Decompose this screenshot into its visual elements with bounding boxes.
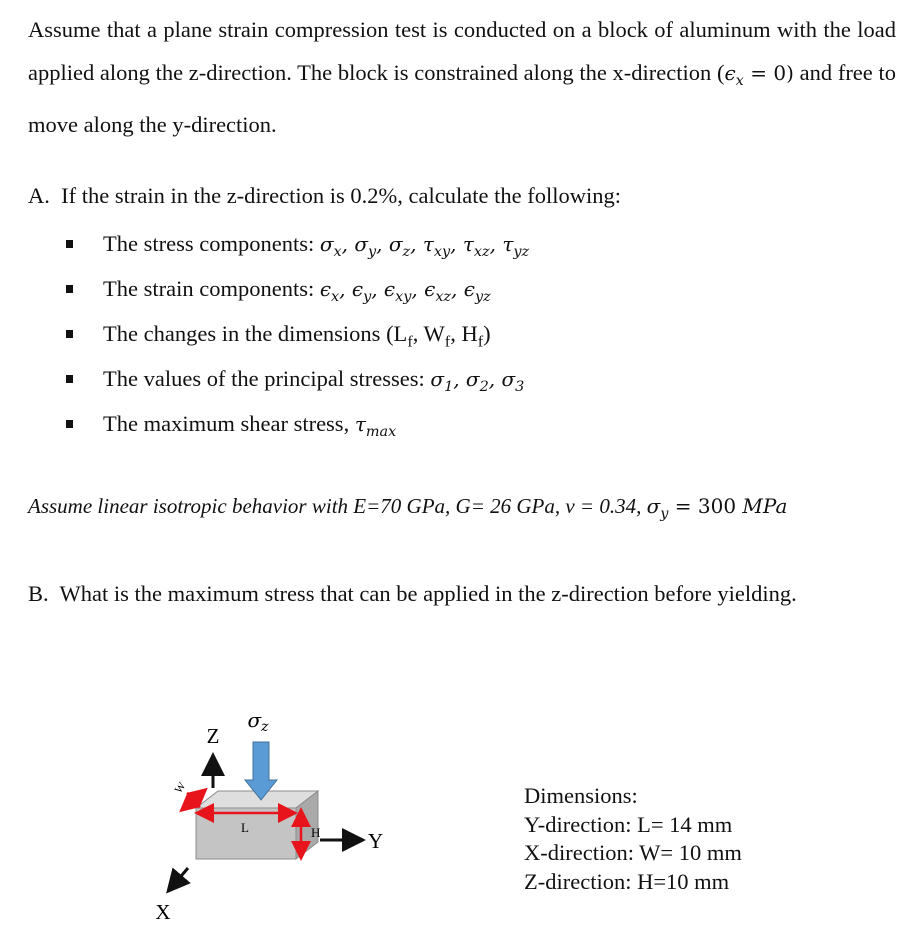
- list-item: The stress components: $\sigma_x$, $\sigma_y$, $\sigma_z$, $\tau_{xy}$, $\tau_{xz}$, $\tau_{yz}$: [66, 226, 529, 271]
- dim-label-h: H: [311, 825, 321, 840]
- assumption-line: Assume linear isotropic behavior with E=70 GPa, G= 26 GPa, ν = 0.34, $\sigma_y = 300$ MPa: [28, 494, 788, 523]
- question-b-label: B.: [28, 581, 49, 606]
- dimension-x: X-direction: W= 10 mm: [524, 840, 742, 865]
- list-item: The changes in the dimensions ($L_f$, $W_f$, $H_f$): [66, 316, 529, 361]
- dimension-y: Y-direction: L= 14 mm: [524, 811, 733, 837]
- x-axis-arrow: [170, 868, 188, 889]
- list-item: The maximum shear stress, $\tau_{max}$: [66, 406, 529, 451]
- stress-components-math: $\sigma_x$, $\sigma_y$, $\sigma_z$, $\tau_{xy}$, $\tau_{xz}$, $\tau_{yz}$: [319, 232, 530, 261]
- axis-label-x: X: [155, 900, 171, 924]
- axis-label-y: Y: [368, 829, 384, 853]
- question-a-text: If the strain in the z-direction is 0.2%, calculate the following:: [61, 183, 621, 208]
- principal-stresses-math: $\sigma_1$, $\sigma_2$, $\sigma_3$: [430, 367, 525, 396]
- dim-label-w: W: [172, 780, 189, 796]
- eq-zero: = 0): [743, 61, 794, 85]
- axis-label-z: Z: [206, 724, 220, 748]
- question-a-label: A.: [28, 183, 50, 208]
- list-item: The values of the principal stresses: $\sigma_1$, $\sigma_2$, $\sigma_3$: [66, 361, 529, 406]
- assumption-text: Assume linear isotropic behavior with E=70 GPa, G= 26 GPa, ν = 0.34,: [28, 494, 647, 518]
- tau-max-math: $\tau_{max}$: [354, 412, 397, 441]
- dimension-z: Z-direction: H=10 mm: [524, 868, 730, 894]
- load-label: $\sigma_z$: [247, 708, 269, 735]
- list-item: The strain components: $\epsilon_x$, $\epsilon_y$, $\epsilon_{xy}$, $\epsilon_{xz}$, $\epsilon_{yz}$: [66, 271, 529, 316]
- yield-stress-math: $\sigma_y$: [646, 494, 669, 523]
- intro-text-2: and free to move along the y-direction.: [28, 60, 896, 138]
- dimensions-box: [524, 782, 742, 896]
- question-b-text: What is the maximum stress that can be applied in the z-direction before yielding.: [59, 581, 797, 606]
- intro-text-1: Assume that a plane strain compression test is conducted on a block of aluminum with the load applied along the z-direction. The block is constrained along the x-direction (: [28, 17, 896, 85]
- strain-components-math: $\epsilon_x$, $\epsilon_y$, $\epsilon_{xy}$, $\epsilon_{xz}$, $\epsilon_{yz}$: [319, 277, 491, 306]
- dimensions-title: Dimensions:: [524, 783, 638, 808]
- epsilon-x-symbol: $\epsilon_x$: [724, 61, 744, 90]
- dim-label-l: L: [241, 820, 249, 835]
